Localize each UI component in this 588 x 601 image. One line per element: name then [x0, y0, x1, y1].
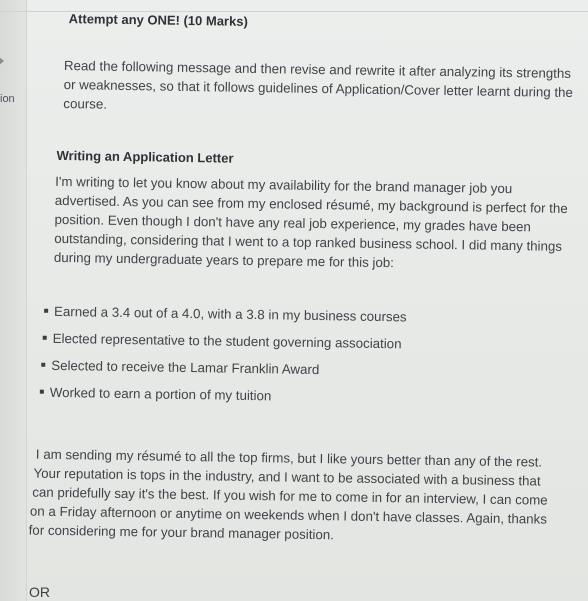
list-item: Earned a 3.4 out of a 4.0, with a 3.8 in my business courses [44, 303, 407, 327]
bullet-icon [40, 390, 44, 394]
paragraph-line: can pridefully say it's the best. If you wish for me to come in for an interview, I can come [32, 484, 548, 508]
paragraph-line: Your reputation is tops in the industry, and I want to be associated with a business that [33, 465, 541, 489]
paragraph-line: I'm writing to let you know about my availability for the brand manager job you [55, 173, 513, 197]
paragraph-line: advertised. As you can see from my enclosed résumé, my background is perfect for the [54, 192, 568, 216]
instruction-line: Read the following message and then revise and rewrite it after analyzing its strengths [63, 58, 572, 81]
bullet-icon [44, 309, 48, 313]
list-item: Selected to receive the Lamar Franklin Award [41, 357, 319, 379]
or-separator: OR [29, 584, 50, 600]
paragraph-line: for considering me for your brand manager position. [28, 522, 335, 543]
paragraph-line: on a Friday afternoon or anytime on weekends when I don't have classes. Again, thanks [29, 503, 548, 527]
list-item: Elected representative to the student governing association [43, 330, 402, 354]
paragraph-line: outstanding, considering that I went to a top ranked business school. I did many things [54, 230, 563, 254]
list-item: Worked to earn a portion of my tuition [40, 384, 272, 406]
bullet-icon [41, 363, 45, 367]
instruction-line: or weaknesses, so that it follows guidelines of Application/Cover letter learnt during the [63, 77, 574, 101]
paragraph-line: I am sending my résumé to all the top firms, but I like yours better than any of the rest. [35, 446, 543, 470]
paragraph-line: position. Even though I don't have any real job experience, my grades have been [54, 211, 531, 235]
paragraph-line: during my undergraduate years to prepare me for this job: [53, 249, 395, 271]
instruction-line: course. [63, 96, 108, 112]
sidebar-label: ion [0, 93, 15, 105]
bullet-icon [43, 336, 47, 340]
letter-title: Writing an Application Letter [56, 147, 234, 166]
question-header: Attempt any ONE! (10 Marks) [68, 11, 248, 29]
